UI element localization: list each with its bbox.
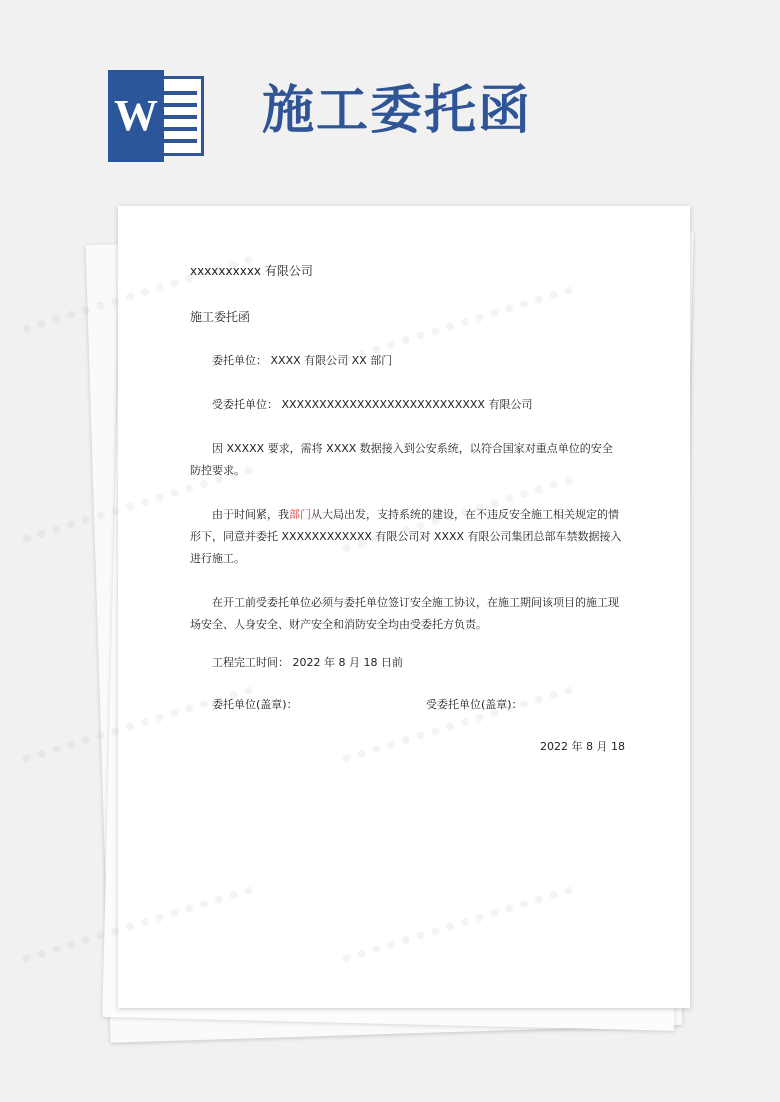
client-signature-label: 委托单位(盖章)： (212, 698, 298, 711)
word-app-icon (108, 70, 208, 162)
completion-time: 工程完工时间： 2022 年 8 月 18 日前 (212, 656, 403, 669)
document-date: 2022 年 8 月 18 (540, 740, 625, 753)
paragraph-authorization (190, 504, 622, 570)
highlighted-department-text: 部门 (289, 508, 311, 521)
contractor-unit-line: 受委托单位： XXXXXXXXXXXXXXXXXXXXXXXXXXX 有限公司 (212, 398, 533, 411)
page-title: 施工委托函 (262, 80, 533, 141)
paragraph-authorization-rest: 从大局出发，支持系统的建设，在不违反安全施工相关规定的情形下，同意并委托 XXXXXXXXXXXX 有限公司对 XXXX 有限公司集团总部车禁数据接入进行施工。 (190, 508, 622, 565)
paragraph-requirement: 因 XXXXX 要求，需将 XXXX 数据接入到公安系统，以符合国家对重点单位的安全防控要求。 (190, 442, 613, 477)
document-page (118, 206, 690, 1008)
document-title: 施工委托函 (190, 310, 251, 324)
client-unit-line: 委托单位： XXXX 有限公司 XX 部门 (212, 354, 393, 367)
company-name: xxxxxxxxxx 有限公司 (190, 264, 313, 278)
contractor-signature-label: 受委托单位(盖章)： (426, 698, 523, 711)
paragraph-authorization-start: 由于时间紧，我 (212, 508, 289, 521)
paragraph-safety: 在开工前受委托单位必须与委托单位签订安全施工协议，在施工期间该项目的施工现场安全、人身安全、财产安全和消防安全均由受委托方负责。 (190, 596, 619, 631)
word-letter-icon: W (108, 70, 164, 162)
